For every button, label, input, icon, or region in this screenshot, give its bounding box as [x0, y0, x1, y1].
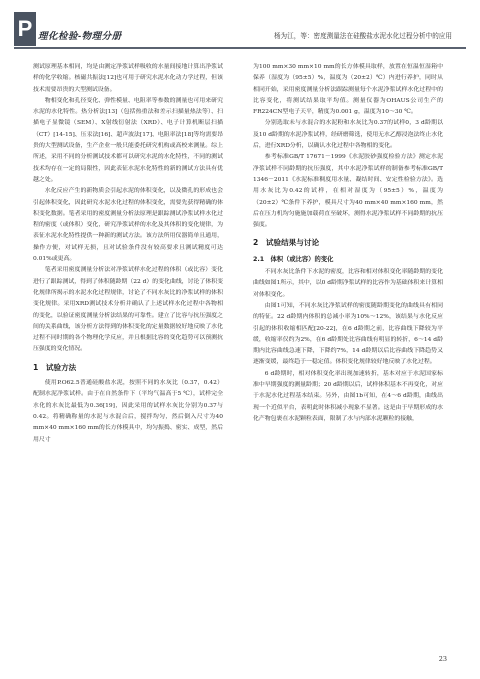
paragraph: 使用P.O62.5普通硅酸盐水泥，按照不同的水灰比（0.37，0.42）配制水泥净浆试样。由于在自然条件下（平均气温高于5 ℃），试样完全水化的水灰比最低为0.36[19]，因此采用的试样水灰比分别为0.37与0.42。将精确称量的水泥与水混合后，搅拌均匀，然后倒入尺寸为40 mm×40 mm×160 mm的长方体模具中，均匀振捣、密实、成型，然后用尺寸	[33, 380, 223, 443]
paragraph: 水化反应产生的新物质会引起水泥的体积变化，以及微孔的形成也会引起体积变化，因此研究水泥水化过程的体积变化，需要先获得精确的体积变化数据。笔者采用的密度测量分析法原理是跟踪测试净浆试样水化过程的密度（或体积）变化，研究净浆试样的水化及其体积的变化规律，为表征水泥水化特性提供一种新的测试方法。该方法所用仪器简单且通用，操作方便，对试样无损，且对试验条件没有较高要求且测试精度可达0.01%或更高。	[33, 188, 223, 263]
paragraph: 参考标准GB/T 17671－1999《水泥胶砂强度检验方法》测定水泥净浆试样不同龄期的抗压强度，其中水泥净浆试样的制备参考标准GB/T 1346－2011《水泥标准稠度用水量、凝结时间、安定性检验方法》。选用水灰比为0.42的试样，在相对湿度为（95±5）%，温度为（20±2）℃条件下养护，模具尺寸为40 mm×40 mm×160 mm，然后在压力机均匀施施加载荷直至破坏，测得水泥净浆试样不同龄期的抗压强度。	[253, 154, 443, 229]
section-heading-2: 2 试验结果与讨论	[253, 238, 320, 248]
page-header	[0, 0, 480, 52]
paragraph: 由图1可知，不同水灰比净浆试样的密度随龄期变化的曲线具有相同的特征。22 d龄期内体积的总减小率为10%～12%，该结果与水化反应引起的体积收缩相匹配[20-22]，在6 d龄期之前，比容曲线下降较为平缓，收缩率仅约为2%，在6 d龄期处比容曲线有明显的转折，6～14 d龄期内比容曲线急速下降，下降约7%，14 d龄期以后比容曲线下降趋势又逐渐变缓，最终趋于一稳定值。体积变化规律较好地反映了水化过程。	[253, 302, 443, 366]
journal-name: 理化检验-物理分册	[38, 31, 122, 42]
logo-letter: P	[17, 16, 33, 41]
right-column	[253, 62, 443, 425]
paragraph: 不同水灰比条件下水泥的密度，比容和相对体积变化率随龄期的变化曲线如图1所示，其中，以0 d龄期净浆试样的比容作为基础体积来计算相对体积变化。	[253, 269, 443, 298]
paragraph: 测试原理基本相同，均是由测定净浆试样吸收的水量间接地计算出净浆试样的化学收缩。核磁共振法[12]也可用于研究水泥水化动力学过程，但该技术需要昂贵的大型测试设备。	[33, 64, 223, 93]
running-title: 杨为江，等：密度测量法在硅酸盐水泥水化过程分析中的应用	[273, 32, 452, 40]
page-number: 23	[438, 655, 447, 663]
paragraph: 为100 mm×30 mm×10 mm的长方体模具取样，放置在恒温恒湿箱中保养（湿度为（95±5）%，温度为（20±2）℃）内进行养护，同时从相同开始，采用密度测量分析法跟踪测量每个水泥净浆试样水化过程中的比容变化，将测试结果取平均值。测量仪器为OHAUS公司生产的FR224CN型电子天平，精度为0.001 g，温度为10～30 ℃。	[253, 64, 443, 116]
subsection-heading-2-1: 2.1 体积（或比容）的变化	[253, 255, 334, 263]
journal-logo	[14, 12, 36, 46]
paragraph: 笔者采用密度测量分析法对净浆试样水化过程的体积（或比容）变化进行了跟踪测试，得到了体积随龄期（22 d）的变化曲线，讨论了体积变化规律所揭示的水泥水化过程规律，讨论了不同水灰比的净浆试样的体积变化规律。采用XRD测试技术分析并确认了上述试样水化过程中各物相的变化，以验证密度测量分析法结果的可靠性。建立了比容与抗压强度之间的关系曲线，该分析方法得到的体积变化的定量数据较好地反映了水化过程不同时期的各个物理化学反应，并且根据比容的变化趋势可以预测抗压强度的变化情况。	[33, 267, 223, 353]
paragraph: 分别选取未与水混合的水泥粉和水灰比为0.37的试样0，3 d龄期以及10 d龄期的水泥净浆试样，经研磨筛选，使用无水乙醇浸泡法终止水化后，进行XRD分析，以确认水化过程中各物相的变化。	[253, 120, 443, 150]
left-column	[33, 62, 223, 446]
paragraph: 物相变化和孔径变化、弹性模量、电阻率等参数的测量也可用来研究水泥的水化特性。热分析法[13]（包括热重法和差示扫描量热法等）、扫描电子显微镜（SEM）、X射线衍射法（XRD）、电子计算机断层扫描（CT）[14-15]、压汞法[16]、超声波法[17]、电阻率法[18]等均需要昂贵的大型测试设备，生产企业一般只能委托研究机构或高校来测量。综上所述，采用不同的分析测试技术都可以研究水泥的水化特性，不同的测试技术均存在一定的局限性，因此表征水泥水化特性的新的测试方法具有优越之处。	[33, 97, 223, 183]
header-divider	[14, 47, 466, 49]
paragraph: 6 d龄期时，相对体积变化率出现加速转折，基本对应于水泥国家标准中早期强度的测量龄期；20 d龄期以后，试样体积基本不再变化，对应于水泥水化过程基本结束。另外，由图1b可知，在4～6 d龄期，曲线出现一个近似平台，表明此时体积减小现象不显著。这是由于早期形成的水化产物包裹在水泥颗粒表面，限制了水与内部水泥颗粒的接触，	[253, 370, 443, 422]
section-heading-1: 1 试验方法	[33, 362, 77, 372]
